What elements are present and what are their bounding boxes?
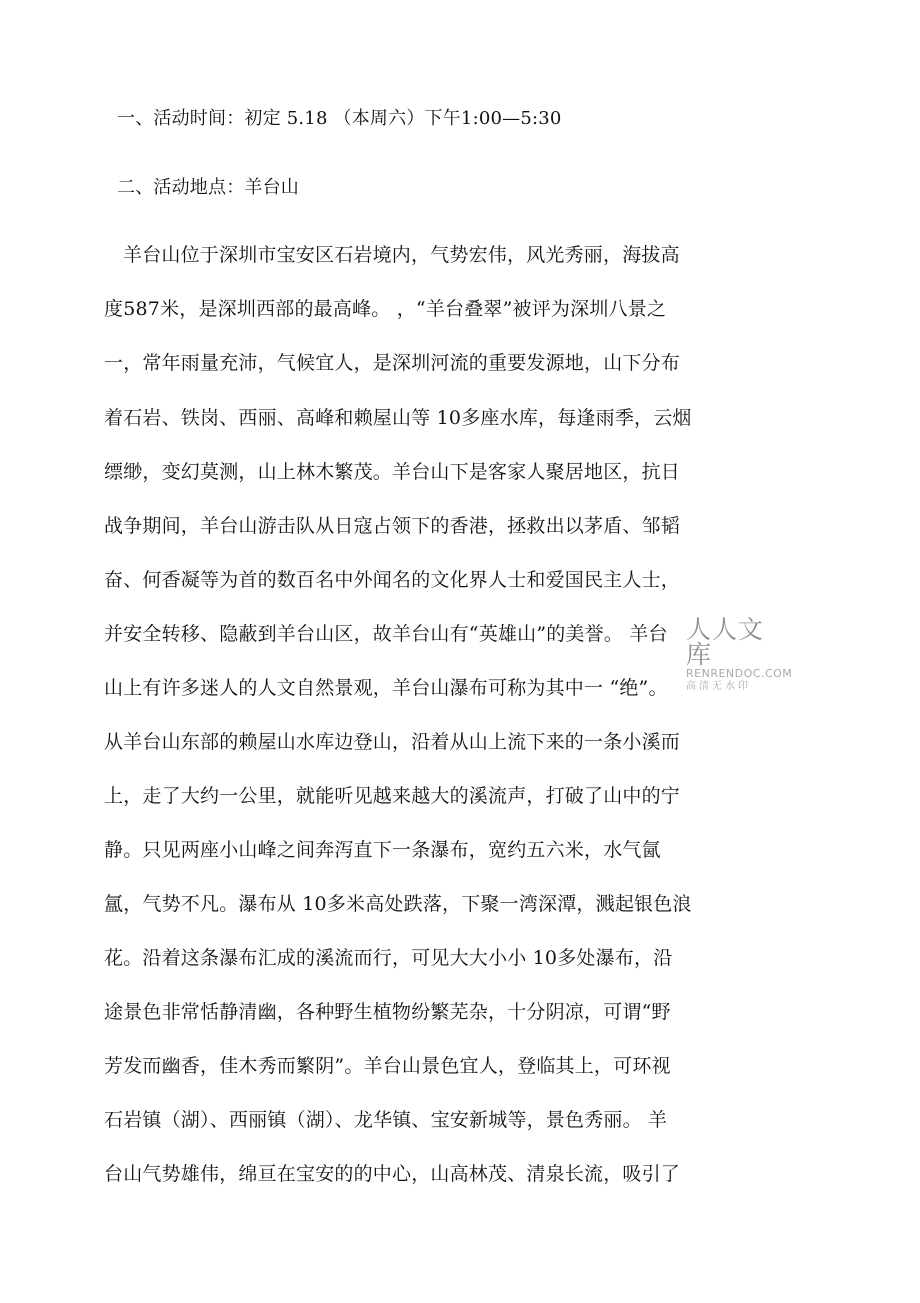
paragraph-line: 台山气势雄伟，绵亘在宝安的的中心，山高林茂、清泉长流，吸引了: [104, 1163, 681, 1185]
paragraph-line: 并安全转移、隐蔽到羊台山区，故羊台山有“英雄山”的美誉。 羊台: [104, 623, 668, 645]
paragraph-line: 途景色非常恬静清幽，各种野生植物纷繁芜杂，十分阴凉，可谓“野: [104, 1001, 671, 1023]
paragraph-line: 花。沿着这条瀑布汇成的溪流而行，可见大大小小 10多处瀑布，沿: [104, 947, 673, 969]
paragraph-line: 山上有许多迷人的人文自然景观，羊台山瀑布可称为其中一 “绝”。: [104, 677, 668, 699]
paragraph-line: 战争期间，羊台山游击队从日寇占领下的香港，拯救出以茅盾、邹韬: [104, 515, 681, 537]
paragraph-line: 奋、何香凝等为首的数百名中外闻名的文化界人士和爱国民主人士，: [104, 569, 681, 591]
heading-activity-location: 二、活动地点：羊台山: [117, 177, 299, 198]
paragraph-line: 石岩镇（湖）、西丽镇（湖）、龙华镇、宝安新城等，景色秀丽。 羊: [104, 1109, 668, 1131]
heading-activity-time: 一、活动时间：初定 5.18 （本周六）下午1:00—5:30: [117, 108, 562, 129]
paragraph-line: 芳发而幽香，佳木秀而繁阴”。羊台山景色宜人，登临其上，可环视: [104, 1055, 671, 1077]
watermark-url: RENRENDOC.COM: [686, 667, 793, 680]
paragraph-line: 缥缈，变幻莫测，山上林木繁茂。羊台山下是客家人聚居地区，抗日: [104, 461, 681, 483]
paragraph-line: 上，走了大约一公里，就能听见越来越大的溪流声，打破了山中的宁: [104, 785, 681, 807]
paragraph-line: 度587米，是深圳西部的最高峰。 ，“羊台叠翠”被评为深圳八景之: [104, 298, 667, 320]
watermark-subtitle: 高清无水印: [686, 681, 751, 692]
paragraph-line: 氲，气势不凡。瀑布从 10多米高处跌落，下聚一湾深潭，溅起银色浪: [104, 893, 692, 915]
paragraph-line: 从羊台山东部的赖屋山水库边登山，沿着从山上流下来的一条小溪而: [104, 731, 681, 753]
paragraph-line: 着石岩、铁岗、西丽、高峰和赖屋山等 10多座水库，每逢雨季，云烟: [104, 407, 692, 429]
paragraph-line: 羊台山位于深圳市宝安区石岩境内，气势宏伟，风光秀丽，海拔高: [123, 244, 680, 266]
paragraph-line: 静。只见两座小山峰之间奔泻直下一条瀑布，宽约五六米，水气氤: [104, 839, 661, 861]
paragraph-line: 一，常年雨量充沛，气候宜人，是深圳河流的重要发源地，山下分布: [104, 352, 681, 374]
renrendoc-watermark: [686, 615, 793, 692]
watermark-title: 人人文库: [686, 615, 765, 669]
